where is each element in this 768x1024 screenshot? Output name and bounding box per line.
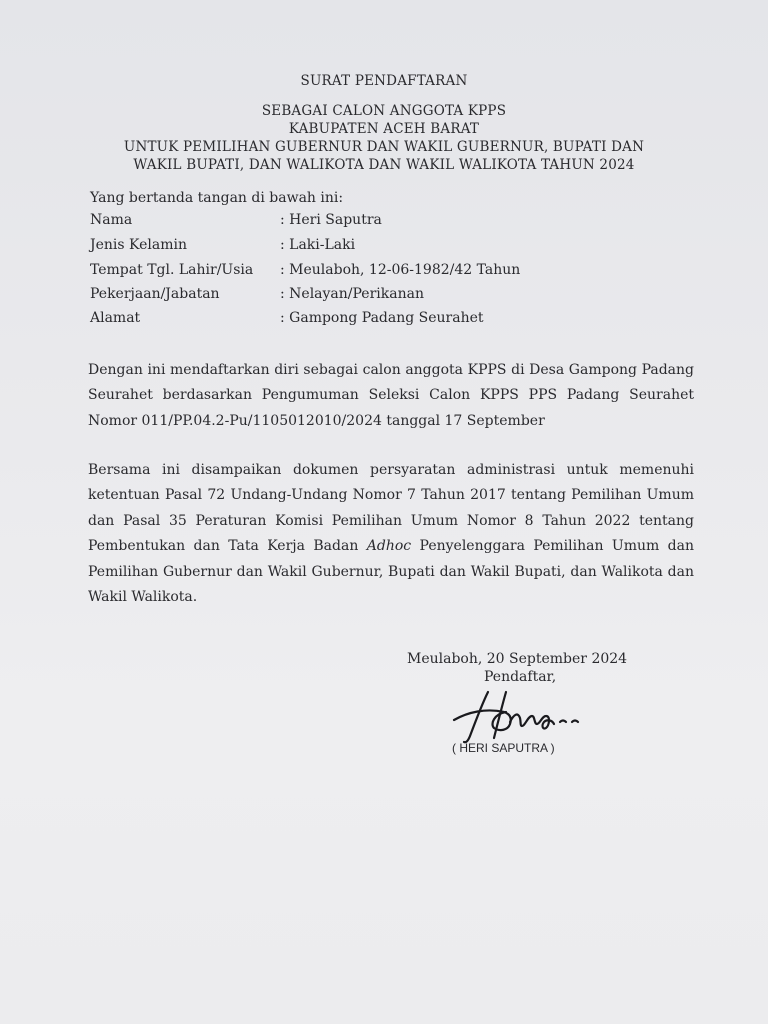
subtitle-line-1: SEBAGAI CALON ANGGOTA KPPS (261, 103, 507, 119)
field-label: Jenis Kelamin (90, 237, 187, 253)
intro-text: Yang bertanda tangan di bawah ini: (90, 190, 344, 206)
signer-role: Pendaftar, (484, 669, 557, 685)
paragraph-text-after: Penyelenggara Pemilihan Umum dan Pemilihan Gubernur dan Wakil Gubernur, Bupati dan Wakil Bupati, dan Walikota dan Wakil Walikota. (88, 538, 694, 606)
subtitle-line-3: UNTUK PEMILIHAN GUBERNUR DAN WAKIL GUBERNUR, BUPATI DAN (123, 139, 645, 155)
paragraph-text-before: Bersama ini disampaikan dokumen persyaratan administrasi untuk memenuhi ketentuan Pasal 72 Undang-Undang Nomor 7 Tahun 2017 tentang Pemilihan Umum dan Pasal 35 Peraturan Komisi Pemilihan Umum Nomor 8 Tahun 2022 tentang Pembentukan dan Tata Kerja Badan (88, 462, 694, 555)
subtitle-line-2: KABUPATEN ACEH BARAT (288, 121, 480, 137)
field-label: Pekerjaan/Jabatan (90, 286, 220, 302)
document-title: SURAT PENDAFTARAN (300, 73, 468, 89)
field-value: : Laki-Laki (280, 237, 356, 253)
field-value: : Nelayan/Perikanan (280, 286, 424, 302)
field-label: Alamat (90, 310, 141, 326)
paragraph-italic-term: Adhoc (366, 538, 412, 555)
field-label: Tempat Tgl. Lahir/Usia (90, 262, 254, 278)
field-value: : Gampong Padang Seurahet (280, 310, 484, 326)
signer-name: ( HERI SAPUTRA ) (452, 741, 555, 755)
subtitle-line-4: WAKIL BUPATI, DAN WALIKOTA DAN WAKIL WALIKOTA TAHUN 2024 (133, 157, 635, 173)
handwritten-signature (448, 686, 588, 746)
field-value: : Heri Saputra (280, 212, 382, 228)
field-value: : Meulaboh, 12-06-1982/42 Tahun (280, 262, 521, 278)
field-label: Nama (90, 212, 133, 228)
registration-paragraph: Dengan ini mendaftarkan diri sebagai calon anggota KPPS di Desa Gampong Padang Seurahet berdasarkan Pengumuman Seleksi Calon KPPS PPS Padang Seurahet Nomor 011/PP.04.2-Pu/1105012010/2024 tanggal 17 September (88, 362, 694, 429)
place-date: Meulaboh, 20 September 2024 (407, 651, 628, 667)
documents-paragraph (88, 458, 694, 610)
